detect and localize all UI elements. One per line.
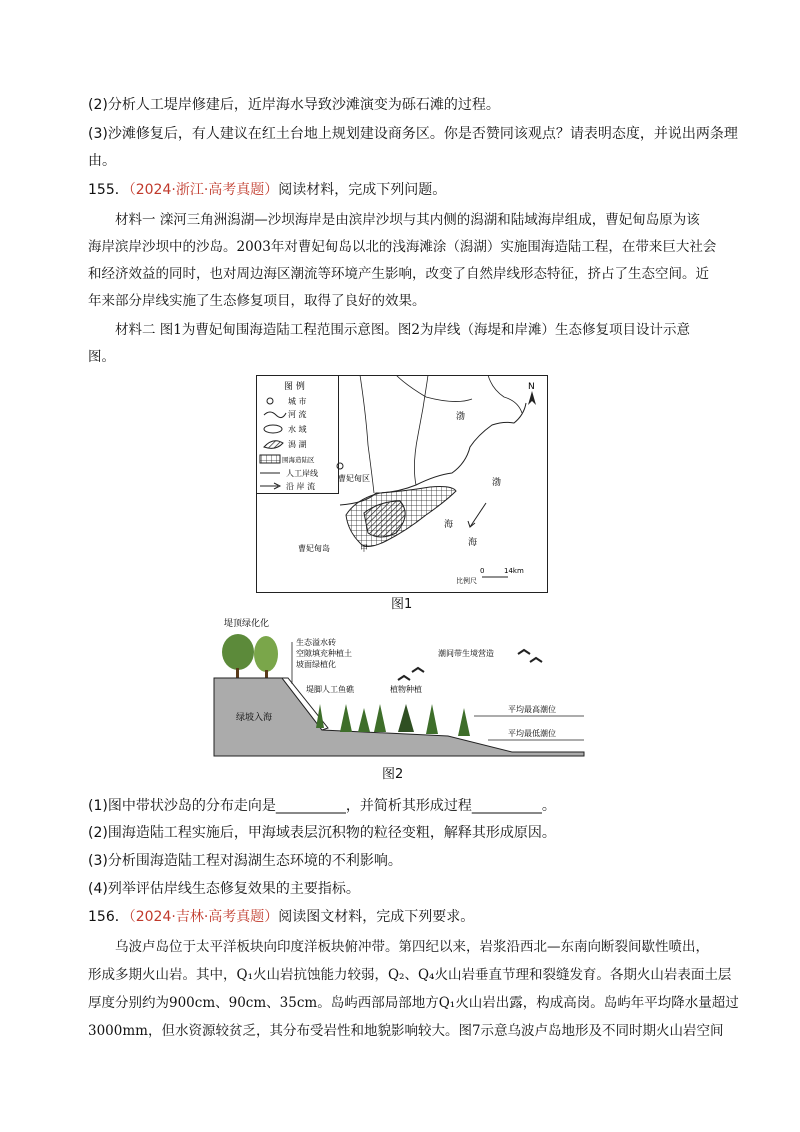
legend-item: 围海造陆区 [282,456,315,464]
figure-1-caption: 图1 [391,597,413,612]
tree-icon [222,634,278,680]
scale-zero: 0 [480,567,485,575]
scale-label: 比例尺 [456,577,477,585]
reclaim-icon [260,455,280,463]
scale-distance: 14km [504,567,524,575]
sea-label: 渤 [456,412,466,422]
q156-paragraph-line-1: 乌波卢岛位于太平洋板块向印度洋板块俯冲带。第四纪以来，岩浆沿西北—东南向断裂间歇性喷出， [115,939,709,955]
figure-2-section [212,612,590,760]
material-1-line-4: 年来部分岸线实施了生态修复项目，取得了良好的效果。 [88,293,426,309]
label-intertidal: 潮间带生境营造 [438,649,494,658]
question-154-3-cont: 由。 [88,153,116,169]
question-155-header [88,180,446,200]
label-low-tide: 平均最低潮位 [508,729,556,738]
material-2-line-2: 图。 [88,349,115,365]
label-green-slope: 绿坡入海 [236,713,273,723]
question-intro: 阅读材料，完成下列问题。 [278,182,447,198]
sea-label: 渤 [492,478,502,488]
label-brick: 生态溢水砖 [296,638,336,647]
label-fish-reef: 堤脚人工鱼礁 [306,685,354,694]
question-intro: 阅读图文材料，完成下列要求。 [278,909,475,925]
legend-item: 城 市 [288,397,307,406]
label-high-tide: 平均最高潮位 [508,705,556,714]
q156-paragraph-line-4: 3000mm，但水资源较贫乏，其分布受岩性和地貌影响较大。图7示意乌波卢岛地形及不同时期火山岩空间 [88,1023,724,1039]
material-1-line-3: 和经济效益的同时，也对周边海区潮流等环境产生影响，改变了自然岸线形态特征，挤占了生态空间。近 [88,266,709,282]
label-plants: 植物种植 [390,685,422,694]
question-156-header [88,907,474,927]
figure-2-caption: 图2 [382,767,404,782]
question-154-3: (3)沙滩修复后，有人建议在红土台地上规划建设商务区。你是否赞同该观点？请表明态度，并说出两条理 [88,126,738,142]
jia-label: 甲 [360,544,368,553]
question-number: 155． [88,182,129,198]
legend-item: 沿 岸 流 [286,482,316,491]
question-155-1: (1)图中带状沙岛的分布走向是__________，并简析其形成过程__________。 [88,798,556,814]
question-source: （2024·吉林·高考真题） [128,909,279,925]
legend-item: 人工岸线 [286,469,318,478]
legend-item: 河 流 [288,410,307,419]
question-155-3: (3)分析围海造陆工程对潟湖生态环境的不利影响。 [88,853,402,869]
material-1-line-2: 海岸滨岸沙坝中的沙岛。2003年对曹妃甸岛以北的浅海滩涂（潟湖）实施围海造陆工程，在带来巨大社会 [88,239,717,255]
material-2-line-1: 材料二 图1为曹妃甸围海造陆工程范围示意图。图2为岸线（海堤和岸滩）生态修复项目设计示意 [115,322,690,338]
legend-item: 潟 湖 [288,440,307,449]
q156-paragraph-line-2: 形成多期火山岩。其中，Q₁火山岩抗蚀能力较弱，Q₂、Q₄火山岩垂直节理和裂缝发育。各期火山岩表面土层 [88,967,732,983]
figure-1-map [256,375,548,593]
sea-label: 海 [468,538,478,548]
question-155-2: (2)围海造陆工程实施后，甲海域表层沉积物的粒径变粗，解释其形成原因。 [88,825,556,841]
label-slope: 坡面绿植化 [296,660,336,669]
label-fill: 空隙填充种植土 [296,649,352,658]
question-source: （2024·浙江·高考真题） [128,182,279,198]
legend-title: 图 例 [284,382,305,392]
legend-item: 水 域 [288,425,307,434]
city-label: 曹妃甸区 [338,474,370,483]
question-155-4: (4)列举评估岸线生态修复效果的主要指标。 [88,881,360,897]
island-label: 曹妃甸岛 [298,544,330,553]
question-number: 156． [88,909,129,925]
q156-paragraph-line-3: 厚度分别约为900cm、90cm、35cm。岛屿西部局部地方Q₁火山岩出露，构成高岗。岛屿年平均降水量超过 [88,995,739,1011]
north-label: N [528,382,535,392]
label-top-green: 堤顶绿化化 [224,619,270,629]
question-154-2: (2)分析人工堤岸修建后，近岸海水导致沙滩演变为砾石滩的过程。 [88,97,500,113]
material-1-line-1: 材料一 滦河三角洲潟湖—沙坝海岸是由滨岸沙坝与其内侧的潟湖和陆域海岸组成，曹妃甸岛原为该 [115,212,700,228]
sea-label: 海 [444,520,454,530]
